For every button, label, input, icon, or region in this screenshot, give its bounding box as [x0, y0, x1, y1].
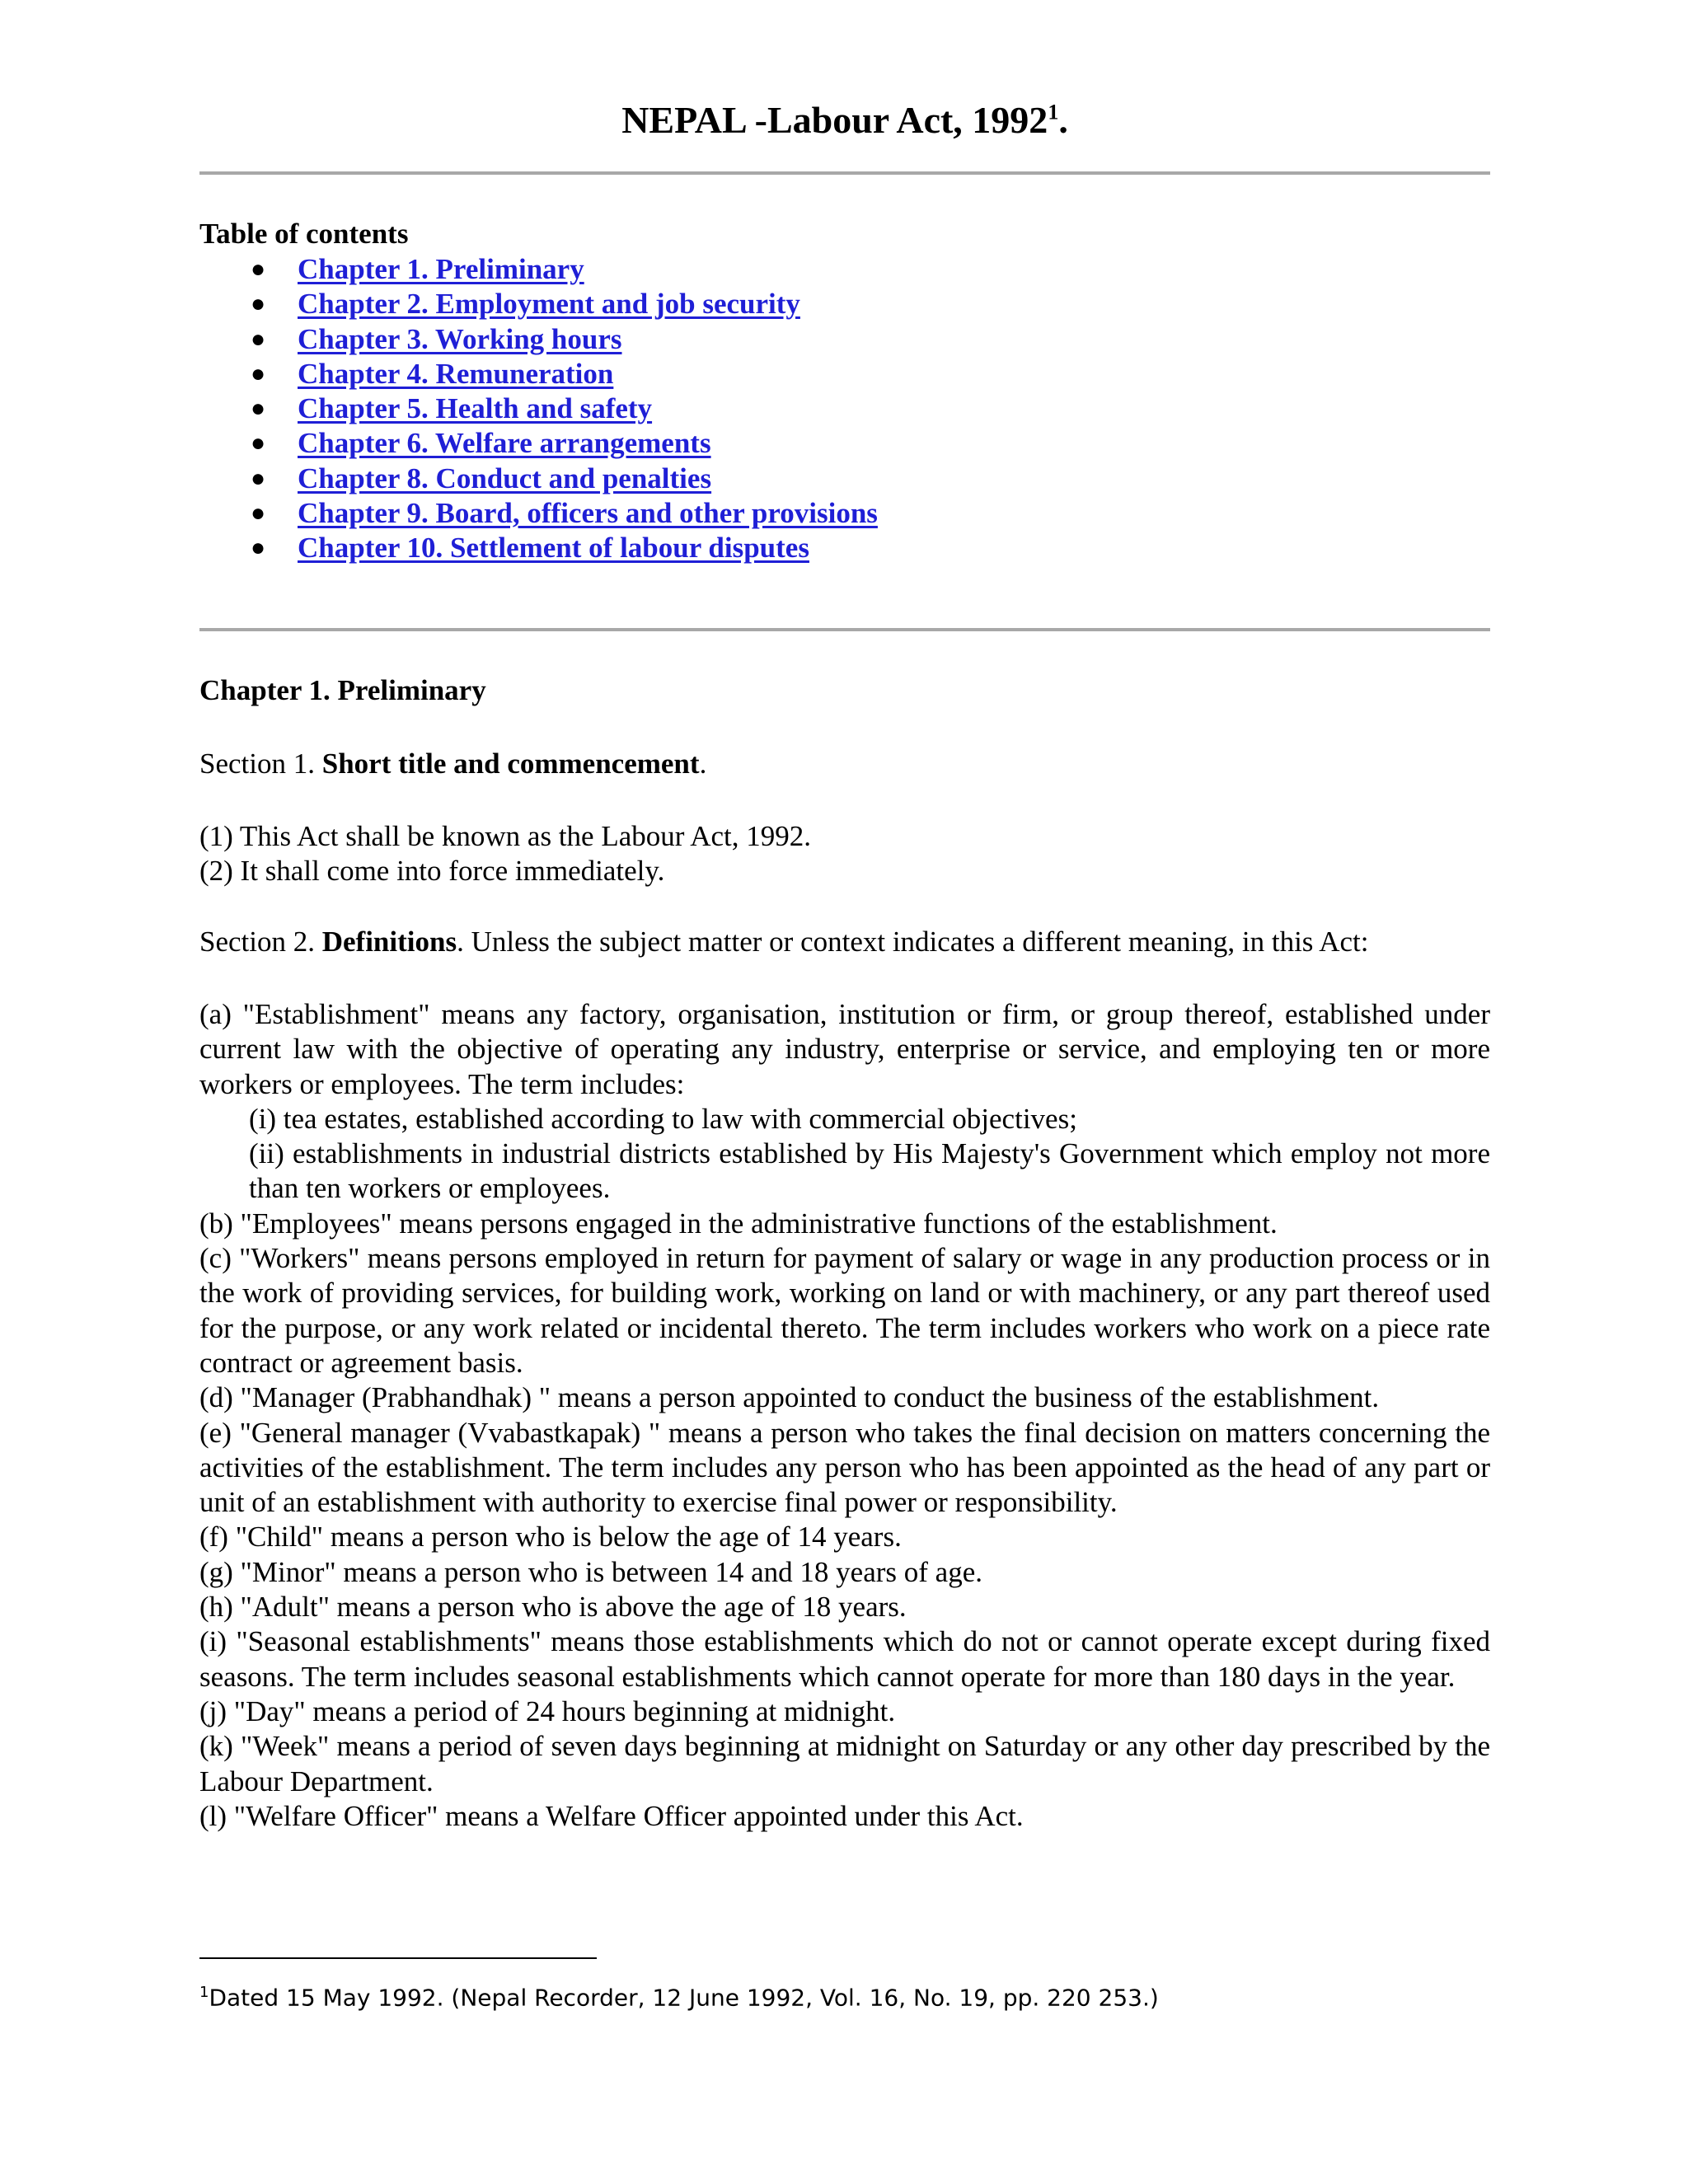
chapter-1-heading: Chapter 1. Preliminary	[199, 674, 486, 706]
definition-b: (b) "Employees" means persons engaged in the administrative functions of the establishment.	[199, 1207, 1278, 1240]
toc-item	[199, 426, 878, 461]
document-title: NEPAL -Labour Act, 1992$^1$.	[621, 99, 1068, 141]
footnote-separator	[199, 1957, 597, 1959]
bullet-icon: ●	[251, 499, 266, 527]
toc-link-chapter-5[interactable]: Chapter 5. Health and safety	[298, 392, 653, 425]
toc-item	[199, 531, 878, 565]
section-2-heading: Section 2. Definitions. Unless the subject matter or context indicates a different meaning, in this Act:	[199, 926, 1369, 958]
toc-item	[199, 496, 878, 531]
section-1-clauses	[199, 819, 1490, 889]
toc-link-chapter-2[interactable]: Chapter 2. Employment and job security	[298, 288, 800, 321]
footnote-marker: 1	[199, 1984, 209, 2001]
section-1-heading: Section 1. Short title and commencement.	[199, 748, 707, 780]
toc-item	[199, 287, 878, 321]
bullet-icon: ●	[251, 359, 266, 387]
clause-1: (1) This Act shall be known as the Labour Act, 1992.	[199, 820, 812, 852]
definition-g: (g) "Minor" means a person who is between 14 and 18 years of age.	[199, 1555, 982, 1588]
definition-c: (c) "Workers" means persons employed in return for payment of salary or wage in any production process or in the work of providing services, for building work, working on land or with machinery, or any part thereof used for the purpose, or any work related or incidental thereto. The term includes workers who work on a piece rate contract or agreement basis.	[199, 1242, 1490, 1379]
clause-2: (2) It shall come into force immediately.	[199, 855, 665, 888]
toc-heading: Table of contents	[199, 218, 409, 250]
toc-item	[199, 252, 878, 287]
footnote	[199, 1976, 1159, 2014]
definition-j: (j) "Day" means a period of 24 hours beginning at midnight.	[199, 1694, 896, 1727]
bullet-icon: ●	[251, 464, 266, 492]
bullet-icon: ●	[251, 534, 266, 562]
section-1-title: Short title and commencement	[321, 748, 700, 780]
definition-a: (a) "Establishment" means any factory, organisation, institution or firm, or group thereof, established under current law with the objective of operating any industry, enterprise or service, and employing ten or more workers or employees. The term includes:	[199, 998, 1490, 1100]
definition-e: (e) "General manager (Vvabastkapak) " means a person who takes the final decision on matters concerning the activities of the establishment. The term includes any person who has been appointed as the head of any part or unit of an establishment with authority to exercise final power or responsibility.	[199, 1416, 1490, 1519]
toc-link-chapter-3[interactable]: Chapter 3. Working hours	[298, 322, 622, 355]
definition-f: (f) "Child" means a person who is below the age of 14 years.	[199, 1521, 902, 1554]
definition-a-ii: (ii) establishments in industrial districts established by His Majesty's Government which employ not more than ten workers or employees.	[249, 1137, 1490, 1205]
definition-l: (l) "Welfare Officer" means a Welfare Officer appointed under this Act.	[199, 1799, 1024, 1832]
divider-bottom	[199, 628, 1490, 631]
toc-link-chapter-1[interactable]: Chapter 1. Preliminary	[298, 253, 584, 285]
bullet-icon: ●	[251, 325, 266, 353]
toc-item	[199, 462, 878, 496]
definition-a-i: (i) tea estates, established according to law with commercial objectives;	[249, 1102, 1077, 1135]
bullet-icon: ●	[251, 395, 266, 423]
definitions-list	[199, 997, 1490, 1834]
bullet-icon: ●	[251, 429, 266, 457]
toc-link-chapter-10[interactable]: Chapter 10. Settlement of labour disputes	[298, 532, 809, 565]
footnote-text: Dated 15 May 1992. (Nepal Recorder, 12 June 1992, Vol. 16, No. 19, pp. 220 253.)	[209, 1984, 1159, 2012]
toc-item	[199, 357, 878, 391]
title-footnote-marker[interactable]: 1	[1048, 100, 1059, 124]
table-of-contents	[199, 252, 878, 566]
bullet-icon: ●	[251, 290, 266, 318]
toc-link-chapter-6[interactable]: Chapter 6. Welfare arrangements	[298, 427, 711, 460]
bullet-icon: ●	[251, 255, 266, 283]
toc-link-chapter-8[interactable]: Chapter 8. Conduct and penalties	[298, 462, 712, 494]
section-2-title: Definitions	[321, 926, 457, 958]
definition-h: (h) "Adult" means a person who is above the age of 18 years.	[199, 1591, 907, 1624]
definition-d: (d) "Manager (Prabhandhak) " means a person appointed to conduct the business of the establishment.	[199, 1381, 1380, 1414]
divider-top	[199, 171, 1490, 175]
definition-i: (i) "Seasonal establishments" means those establishments which do not or cannot operate except during fixed seasons. The term includes seasonal establishments which cannot operate for more than 180 days in the year.	[199, 1625, 1490, 1693]
toc-link-chapter-9[interactable]: Chapter 9. Board, officers and other provisions	[298, 497, 878, 530]
toc-item	[199, 322, 878, 357]
toc-item	[199, 391, 878, 426]
definition-k: (k) "Week" means a period of seven days beginning at midnight on Saturday or any other day prescribed by the Labour Department.	[199, 1730, 1490, 1797]
toc-link-chapter-4[interactable]: Chapter 4. Remuneration	[298, 357, 614, 390]
